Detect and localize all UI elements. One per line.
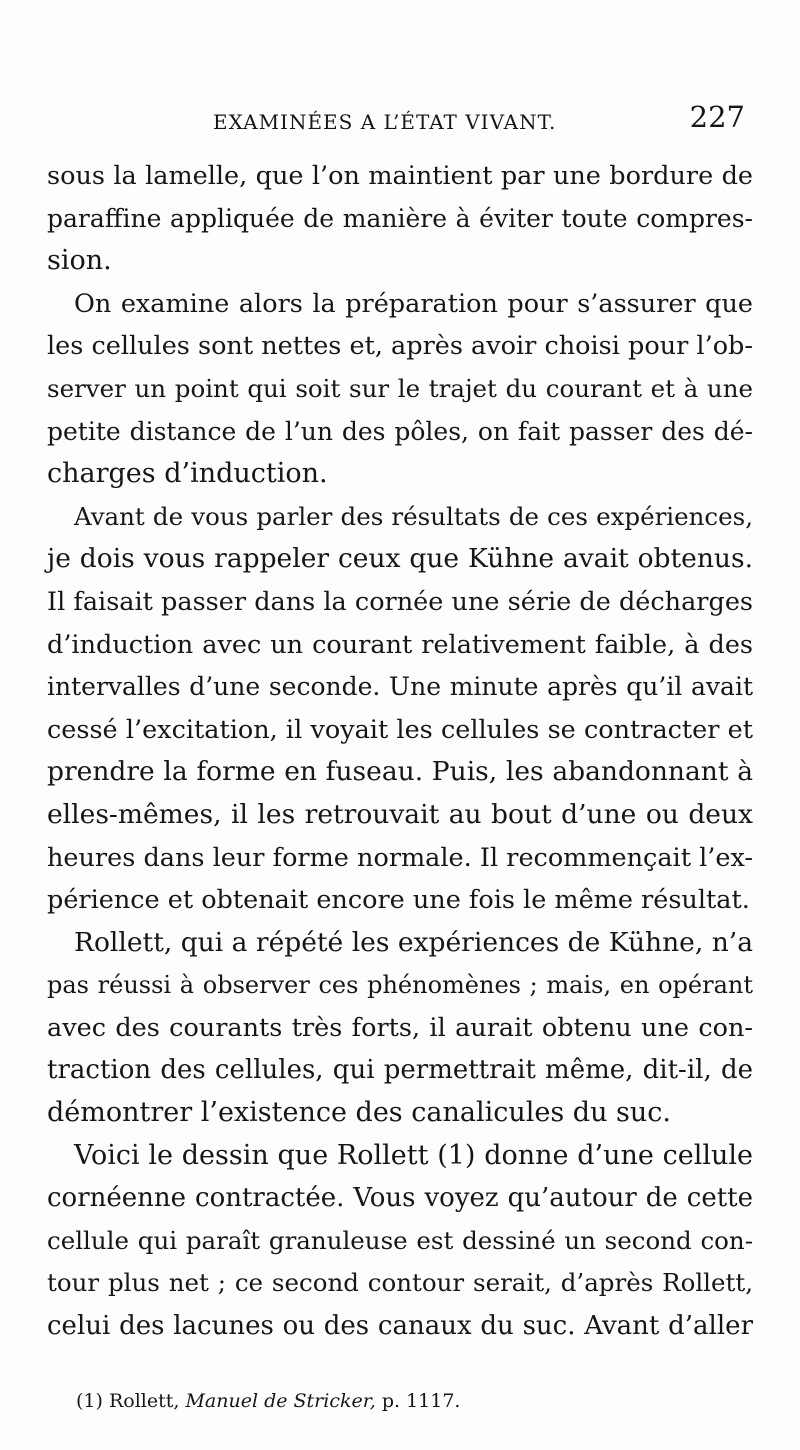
body-text	[47, 155, 753, 1348]
text-line: pas réussi à observer ces phénomènes ; mais, en opérant	[47, 971, 753, 1000]
text-line: Avant de vous parler des résultats de ces expériences,	[74, 501, 753, 531]
footnote	[76, 1390, 460, 1412]
footnote-marker: (1)	[76, 1390, 103, 1412]
text-line: les cellules sont nettes et, après avoir choisi pour l’ob-	[47, 331, 753, 362]
text-line: heures dans leur forme normale. Il recommençait l’ex-	[47, 842, 753, 873]
text-line: sion.	[47, 245, 112, 277]
page-number: 227	[689, 100, 745, 134]
text-line: Rollett, qui a répété les expériences de Kühne, n’a	[74, 926, 753, 958]
footnote-work: Manuel de Stricker,	[185, 1390, 376, 1412]
text-line: On examine alors la préparation pour s’assurer que	[74, 288, 753, 319]
text-line: tour plus net ; ce second contour serait, d’après Rollett,	[47, 1268, 753, 1298]
text-line: prendre la forme en fuseau. Puis, les abandonnant à	[47, 756, 753, 788]
text-line: server un point qui soit sur le trajet du courant et à une	[47, 373, 753, 403]
text-line: Voici le dessin que Rollett (1) donne d’une cellule	[74, 1139, 753, 1171]
running-head	[0, 100, 800, 140]
text-line: traction des cellules, qui permettrait même, dit-il, de	[47, 1055, 753, 1086]
footnote-author: Rollett,	[108, 1390, 180, 1412]
text-line: avec des courants très forts, il aurait obtenu une con-	[47, 1012, 753, 1043]
text-line: d’induction avec un courant relativement faible, à des	[47, 629, 753, 660]
text-line: celui des lacunes ou des canaux du suc. Avant d’aller	[47, 1311, 753, 1342]
text-line: petite distance de l’un des pôles, on fait passer des dé-	[47, 416, 753, 446]
text-line: paraffine appliquée de manière à éviter toute compres-	[47, 203, 753, 233]
text-line: périence et obtenait encore une fois le même résultat.	[47, 885, 750, 916]
text-line: cornéenne contractée. Vous voyez qu’autour de cette	[47, 1183, 753, 1214]
text-line: cessé l’excitation, il voyait les cellules se contracter et	[47, 714, 753, 745]
text-line: Il faisait passer dans la cornée une série de décharges	[47, 586, 753, 617]
text-line: cellule qui paraît granuleuse est dessiné un second con-	[47, 1225, 753, 1255]
text-line: elles-mêmes, il les retrouvait au bout d’une ou deux	[47, 798, 753, 830]
text-line: démontrer l’existence des canalicules du suc.	[47, 1097, 671, 1129]
text-line: charges d’induction.	[47, 458, 328, 490]
text-line: sous la lamelle, que l’on maintient par une bordure de	[47, 161, 753, 191]
text-line: je dois vous rappeler ceux que Kühne avait obtenus.	[47, 543, 753, 575]
text-line: intervalles d’une seconde. Une minute après qu’il avait	[47, 672, 753, 702]
footnote-page: p. 1117.	[381, 1390, 461, 1412]
running-title: EXAMINÉES A L’ÉTAT VIVANT.	[213, 110, 557, 134]
